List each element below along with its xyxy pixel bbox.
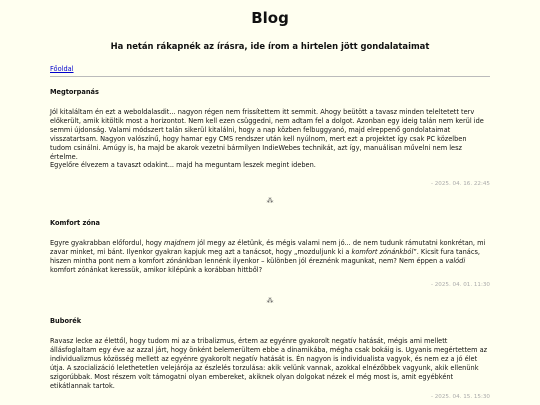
post-date: - 2025. 04. 01. 11:30 bbox=[430, 281, 490, 288]
home-link[interactable]: Főoldal bbox=[50, 65, 74, 73]
header-divider bbox=[50, 76, 490, 77]
post-text: jól megy az életünk, és mégis valami nem jó... de nem tudunk rámutatni konkrétan, mi zavar minket, mi bánt. Ilyenkor gyakran kapjuk meg azt a tanácsot, hogy „mozduljunk ki a bbox=[50, 239, 486, 257]
post-emphasis: majdnem bbox=[164, 239, 196, 248]
post-date: - 2025. 04. 16. 22:45 bbox=[430, 181, 490, 188]
post-buborek bbox=[50, 317, 490, 401]
site-title: Blog bbox=[251, 9, 289, 27]
post-text: Egyre gyakrabban előfordul, hogy bbox=[50, 239, 165, 248]
post-date: - 2025. 04. 15. 15:30 bbox=[430, 394, 490, 401]
post-emphasis: komfort zónánkból bbox=[351, 248, 414, 257]
page bbox=[50, 0, 490, 401]
site-subtitle: Ha netán rákapnék az írásra, ide írom a hirtelen jött gondalataimat bbox=[110, 41, 430, 51]
post-text: ”. Kicsit fura tanács, hiszen mintha pont nem a komfort zónánkban lennénk ilyenkor – különben jól éreznénk magunkat, nem? Nem éppen a bbox=[50, 248, 481, 266]
post-paragraph: Ravasz lecke az élettől, hogy tudom mi az a tribalizmus, értem az egyénre gyakorolt negatív hatását, mégis ami mellett állásfoglaltam egy éve az azzal járt, hogy önként belemerültem ebbe a dinamikába, mégha csak bokáig is. Ugyanis megértettem az individualizmus közösség mellett az egyénre gyakorolt negatív hatását is. Én nagyon is individualista vagyok, és nem ez a jó élet útja. A szocializáció lelethetetlen velejárója az észlelés torzulása: akik velünk vannak, azokkal elnézőbbek vagyunk, akik ellenünk szigorúbbak. Most részem volt támogatni olyan embereket, akiknek olyan dolgokat nézek el még most is, amit egyébként etikátlannak tartok. bbox=[50, 336, 488, 390]
post-body bbox=[50, 108, 490, 170]
post-text: komfort zónánkat keressük, amikor kilépünk a korábban hittből? bbox=[50, 266, 263, 275]
post-separator-icon: ⁂ bbox=[266, 197, 274, 206]
post-komfort-zona bbox=[50, 219, 490, 289]
post-title: Buborék bbox=[50, 316, 82, 325]
post-separator-icon: ⁂ bbox=[266, 296, 274, 305]
post-body bbox=[50, 239, 490, 275]
post-title: Megtorpanás bbox=[50, 88, 99, 96]
post-paragraph: Jól kitaláltam én ezt a weboldalasdit... nagyon régen nem frissítettem itt semmit. Ahogy beütött a tavasz minden teleltetett terv előkerült, amik kitöltik most a horizontot. Nem kell ezen csüggedni, nem adtam fel a dolgot. Azonban egy ideig talán nem kerül ide semmi újdonság. Valami módszert talán sikerül kitalálni, hogy a nap közben felbuggyanó, majd elreppenő gondolataimat visszatartsam. Nagyon valószínű, hogy hamar egy CMS rendszer után kell nyúlnom, mert ezt a projektet így csak PC közelben tudom csinálni. Amúgy is, ha majd be akarok vezetni bármilyen IndieWebes technikát, azt így, manuálisan művelni nem lesz értelme. bbox=[50, 108, 484, 161]
post-emphasis: valódi bbox=[445, 257, 466, 266]
post-paragraph: Egyelőre élvezem a tavaszt odakint... majd ha meguntam leszek megint ideben. bbox=[50, 161, 316, 170]
post-title: Komfort zóna bbox=[50, 219, 101, 228]
main-nav bbox=[50, 65, 490, 73]
post-paragraph bbox=[50, 239, 490, 275]
post-megtorpanas bbox=[50, 88, 490, 188]
post-body bbox=[50, 337, 490, 390]
